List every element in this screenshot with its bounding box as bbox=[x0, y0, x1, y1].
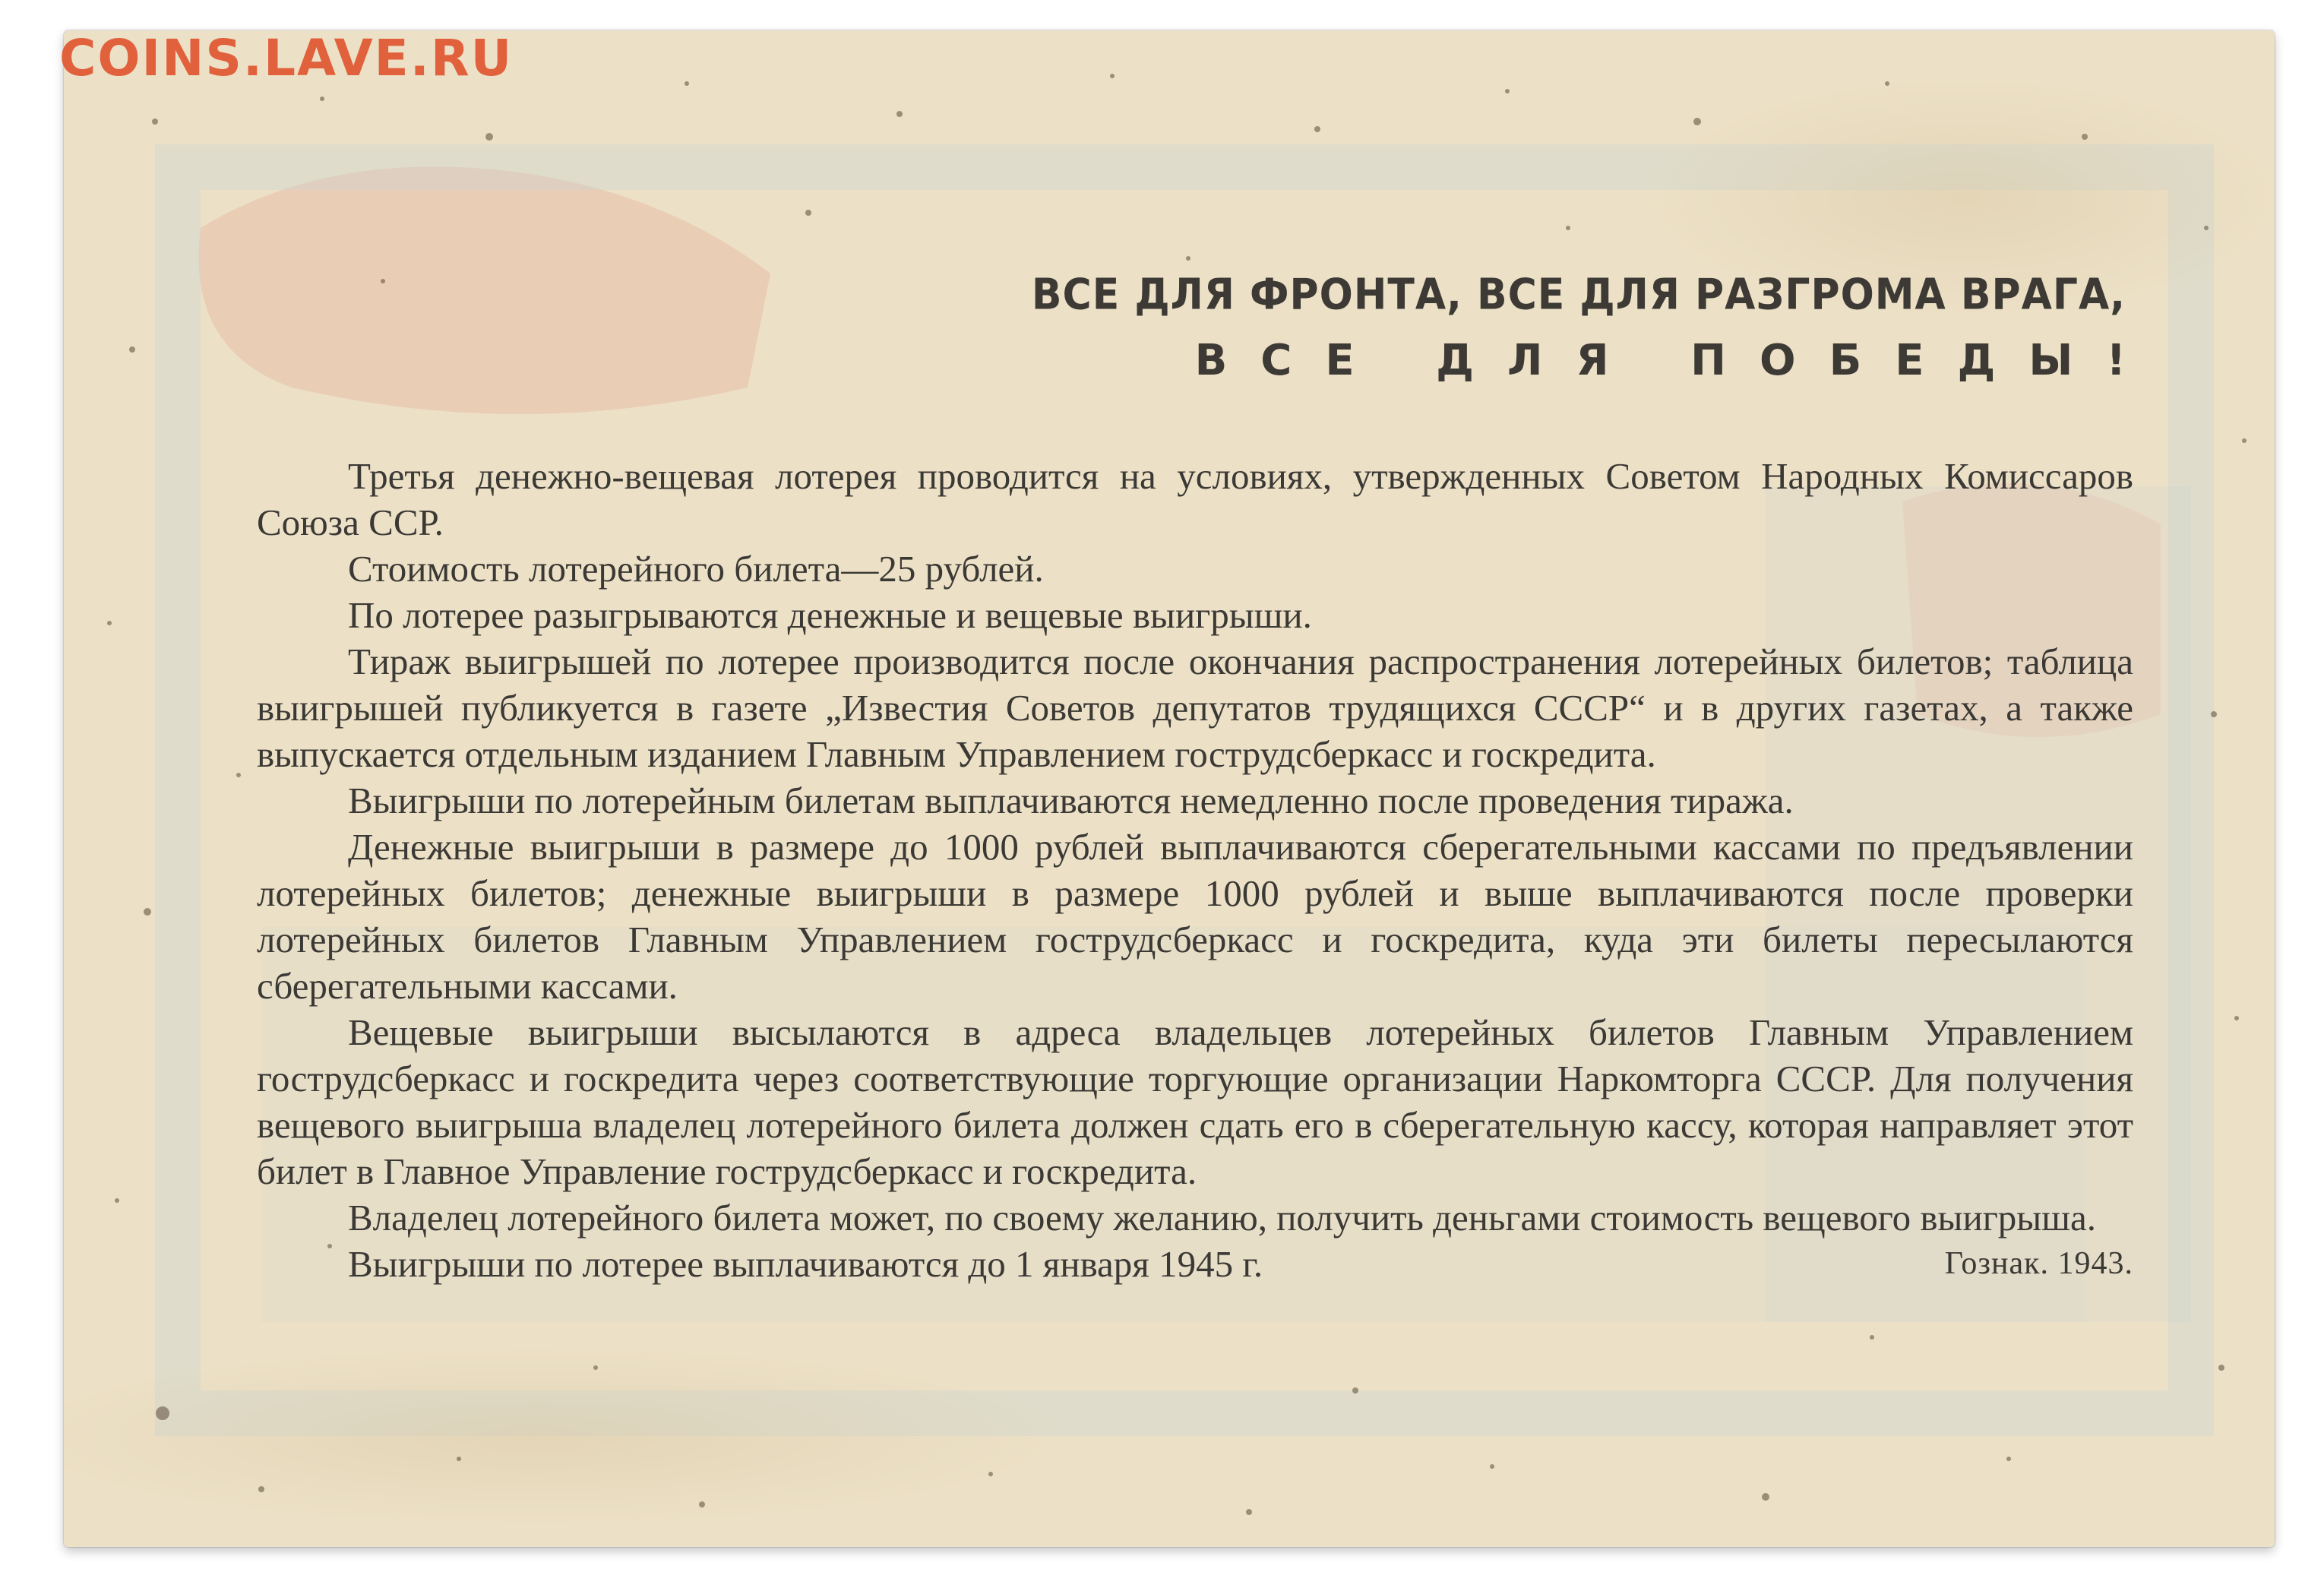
lottery-ticket-back bbox=[64, 30, 2275, 1547]
slogan-line-2: ВСЕ ДЛЯ ПОБЕДЫ! bbox=[1194, 336, 2159, 385]
terms-paragraph: Тираж выигрышей по лотерее производится после окончания распространения лотерейных билетов; таблица выигрышей публикуется в газете „Известия Советов депутатов трудящихся СССР“ и в других газетах, а также выпускается отдельным изданием Главным Управлением гострудсберкасс и госкредита. bbox=[257, 641, 2133, 775]
terms-paragraph: Стоимость лотерейного билета—25 рублей. bbox=[348, 548, 1044, 590]
terms-paragraph: Денежные выигрыши в размере до 1000 рублей выплачиваются сберегательными кассами по предъявлении лотерейных билетов; денежные выигрыши в размере 1000 рублей и выше выплачиваются после проверки лотерейных билетов Главным Управлением гострудсберкасс и госкредита, куда эти билеты пересылаются сберегательными кассами. bbox=[257, 826, 2133, 1007]
printer-imprint: Гознак. 1943. bbox=[1944, 1246, 2133, 1281]
final-line bbox=[257, 1241, 2133, 1287]
terms-paragraph: Выигрыши по лотерейным билетам выплачиваются немедленно после проведения тиража. bbox=[348, 780, 1794, 821]
slogan-line-1: ВСЕ ДЛЯ ФРОНТА, ВСЕ ДЛЯ РАЗГРОМА ВРАГА, bbox=[1031, 270, 2126, 320]
site-watermark: COINS.LAVE.RU bbox=[59, 29, 514, 87]
terms-paragraph: Вещевые выигрыши высылаются в адреса владельцев лотерейных билетов Главным Управлением гострудсберкасс и госкредита через соответствующие торгующие организации Наркомторга СССР. Для получения вещевого выигрыша владелец лотерейного билета должен сдать его в сберегательную кассу, которая направляет этот билет в Главное Управление гострудсберкасс и госкредита. bbox=[257, 1011, 2133, 1192]
terms-paragraph: Третья денежно-вещевая лотерея проводится на условиях, утвержденных Советом Народных Комиссаров Союза ССР. bbox=[257, 455, 2133, 543]
terms-paragraph: Владелец лотерейного билета может, по своему желанию, получить деньгами стоимость вещевого выигрыша. bbox=[348, 1197, 2096, 1239]
terms-paragraph: По лотерее разыгрываются денежные и вещевые выигрыши. bbox=[348, 594, 1312, 636]
lottery-terms bbox=[257, 453, 2133, 1287]
payout-deadline: Выигрыши по лотерее выплачиваются до 1 января 1945 г. bbox=[348, 1243, 1263, 1285]
